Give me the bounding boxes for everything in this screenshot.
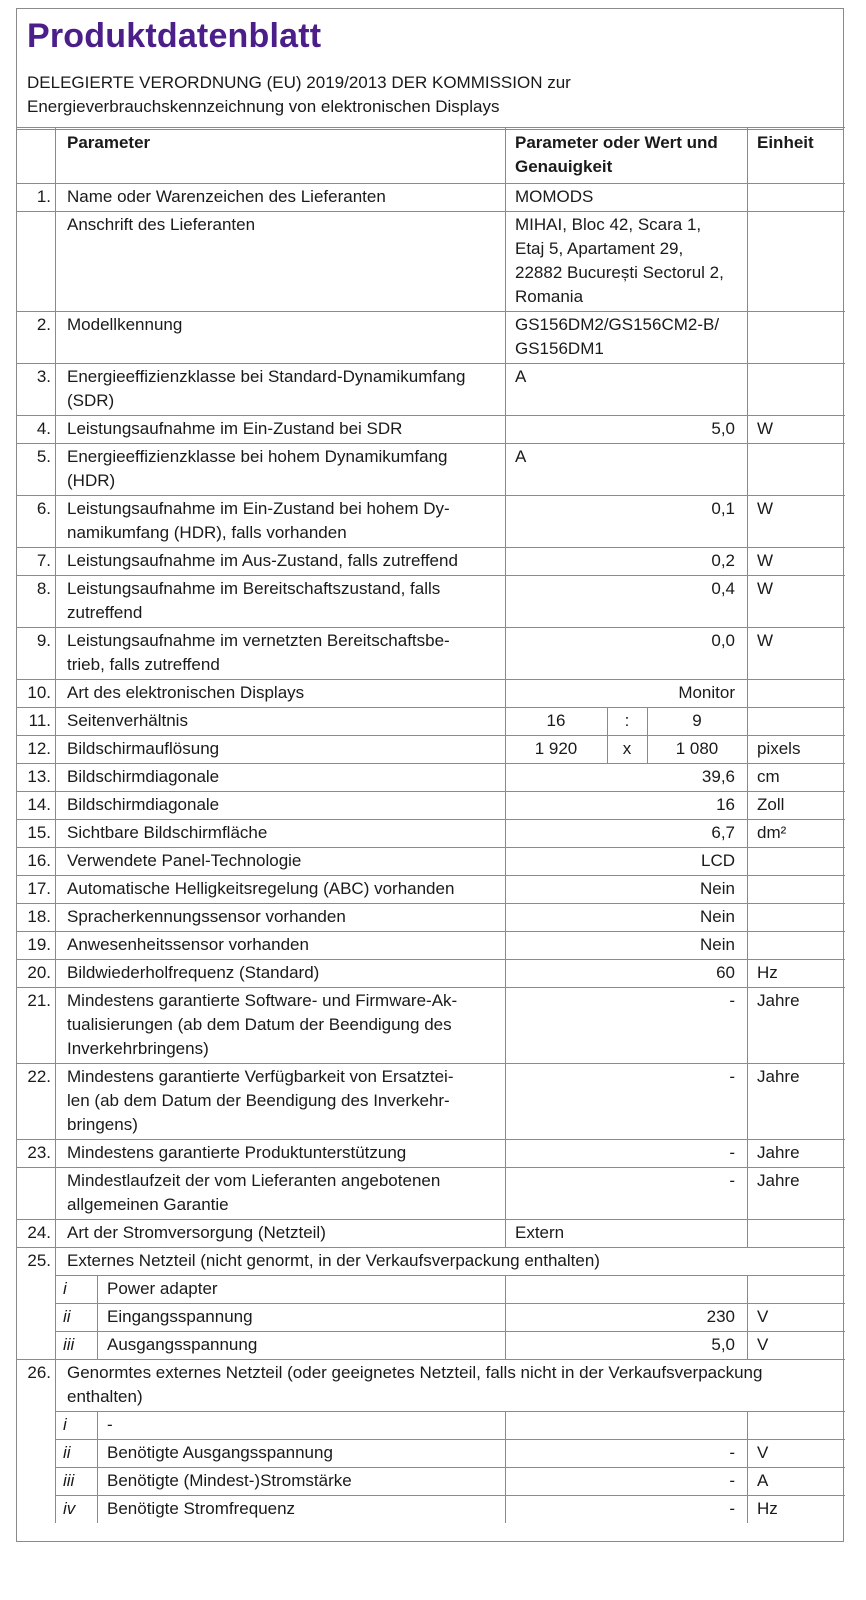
row-divider: [17, 819, 845, 820]
column-divider: [505, 211, 506, 311]
parameter-label: Benötigte (Mindest-)Stromstärke: [107, 1471, 352, 1490]
row-subindex: ii: [63, 1443, 71, 1462]
row-number: 17.: [27, 879, 51, 898]
column-divider: [55, 791, 56, 819]
row-number: 10.: [27, 683, 51, 702]
value-b: 9: [692, 711, 702, 730]
column-divider: [55, 127, 56, 183]
row-number: 26.: [27, 1363, 51, 1382]
row-divider: [17, 1139, 845, 1140]
row-divider: [17, 1359, 845, 1360]
parameter-label: Anwesenheitssensor vorhanden: [67, 935, 309, 954]
column-divider: [747, 627, 748, 679]
row-number: 20.: [27, 963, 51, 982]
row-divider: [17, 735, 845, 736]
parameter-label: Benötigte Stromfrequenz: [107, 1499, 296, 1518]
parameter-value: Nein: [700, 879, 735, 898]
row-divider: [17, 1063, 845, 1064]
row-divider: [17, 575, 845, 576]
parameter-label: Bildschirmdiagonale: [67, 767, 220, 786]
unit-value: W: [757, 419, 774, 438]
row-divider: [17, 495, 845, 496]
row-number: 15.: [27, 823, 51, 842]
row-number: 3.: [36, 367, 51, 386]
column-divider: [55, 847, 56, 875]
parameter-value: Monitor: [678, 683, 735, 702]
column-divider: [55, 1063, 56, 1139]
parameter-value: 0,1: [711, 499, 735, 518]
column-divider: [505, 819, 506, 847]
column-divider: [747, 1331, 748, 1359]
row-divider: [17, 1167, 845, 1168]
column-divider: [747, 959, 748, 987]
parameter-value: 16: [716, 795, 735, 814]
column-divider: [747, 931, 748, 959]
column-divider: [747, 211, 748, 311]
unit-value: Jahre: [757, 1067, 800, 1086]
column-divider: [747, 1411, 748, 1439]
parameter-label: zutreffend: [67, 603, 143, 622]
datasheet-table: [17, 9, 845, 1543]
column-divider: [505, 495, 506, 547]
parameter-value: -: [729, 1443, 735, 1462]
unit-value: V: [757, 1335, 769, 1354]
parameter-label: Mindestens garantierte Software- und Firmware-Ak-: [67, 991, 458, 1010]
unit-value: pixels: [757, 739, 801, 758]
column-divider: [747, 679, 748, 707]
parameter-label: Eingangsspannung: [107, 1307, 253, 1326]
column-divider: [505, 959, 506, 987]
parameter-label: Name oder Warenzeichen des Lieferanten: [67, 187, 386, 206]
parameter-label: Leistungsaufnahme im Aus-Zustand, falls zutreffend: [67, 551, 458, 570]
column-divider: [97, 1439, 98, 1467]
unit-value: Jahre: [757, 991, 800, 1010]
row-divider: [17, 211, 845, 212]
row-divider: [17, 127, 845, 128]
column-divider: [747, 791, 748, 819]
column-divider: [55, 311, 56, 363]
column-divider: [55, 679, 56, 707]
row-number: 25.: [27, 1251, 51, 1270]
column-divider: [505, 547, 506, 575]
parameter-label: Mindestens garantierte Produktunterstützung: [67, 1143, 407, 1162]
column-divider: [505, 1467, 506, 1495]
row-subindex: iii: [63, 1471, 75, 1490]
parameter-value: Extern: [515, 1223, 565, 1242]
row-divider: [55, 1467, 845, 1468]
unit-value: Jahre: [757, 1143, 800, 1162]
row-number: 7.: [36, 551, 51, 570]
parameter-label: (SDR): [67, 391, 115, 410]
column-divider: [505, 791, 506, 819]
row-divider: [17, 763, 845, 764]
column-divider: [505, 1139, 506, 1167]
value-a: 16: [546, 711, 566, 730]
parameter-value: 5,0: [711, 1335, 735, 1354]
header-parameter: Parameter: [67, 133, 151, 152]
parameter-value: GS156DM1: [515, 339, 604, 358]
parameter-label: Seitenverhältnis: [67, 711, 188, 730]
column-divider: [55, 183, 56, 211]
parameter-label: Automatische Helligkeitsregelung (ABC) vorhanden: [67, 879, 455, 898]
unit-value: W: [757, 551, 774, 570]
parameter-label: Verwendete Panel-Technologie: [67, 851, 302, 870]
row-divider: [17, 1219, 845, 1220]
column-divider: [747, 763, 748, 791]
column-divider: [55, 959, 56, 987]
column-divider: [55, 1439, 56, 1467]
column-divider: [505, 931, 506, 959]
row-divider: [17, 311, 845, 312]
parameter-label: Mindestens garantierte Verfügbarkeit von Ersatztei-: [67, 1067, 454, 1086]
row-divider: [17, 627, 845, 628]
row-number: 11.: [28, 711, 51, 730]
parameter-label: Bildschirmauflösung: [67, 739, 220, 758]
parameter-value: MIHAI, Bloc 42, Scara 1,: [515, 215, 702, 234]
column-divider: [55, 931, 56, 959]
column-divider: [747, 127, 748, 183]
unit-value: V: [757, 1307, 769, 1326]
parameter-label: len (ab dem Datum der Beendigung des Inverkehr-: [67, 1091, 450, 1110]
row-number: 23.: [27, 1143, 51, 1162]
parameter-value: -: [729, 1499, 735, 1518]
column-divider: [55, 1303, 56, 1331]
column-divider: [505, 735, 506, 763]
column-divider: [647, 735, 648, 763]
row-subindex: ii: [63, 1307, 71, 1326]
column-divider: [55, 903, 56, 931]
column-divider: [505, 1411, 506, 1439]
header-value: Genauigkeit: [515, 157, 613, 176]
parameter-value: A: [515, 447, 527, 466]
parameter-label: Leistungsaufnahme im Bereitschaftszustand, falls: [67, 579, 441, 598]
column-divider: [55, 363, 56, 415]
row-number: 1.: [36, 187, 51, 206]
parameter-label: Anschrift des Lieferanten: [67, 215, 256, 234]
column-divider: [55, 819, 56, 847]
column-divider: [747, 903, 748, 931]
column-divider: [505, 1439, 506, 1467]
row-divider: [17, 443, 845, 444]
column-divider: [747, 363, 748, 415]
parameter-value: 0,0: [711, 631, 735, 650]
row-number: 9.: [36, 631, 51, 650]
column-divider: [505, 1495, 506, 1523]
header-value: Parameter oder Wert und: [515, 133, 718, 152]
column-divider: [55, 987, 56, 1063]
row-divider: [17, 183, 845, 184]
parameter-value: 22882 București Sectorul 2,: [515, 263, 724, 282]
row-divider: [17, 1247, 845, 1248]
parameter-label: Art der Stromversorgung (Netzteil): [67, 1223, 326, 1242]
parameter-value: Romania: [515, 287, 584, 306]
header-unit: Einheit: [757, 133, 814, 152]
row-number: 4.: [36, 419, 51, 438]
column-divider: [55, 1359, 56, 1411]
parameter-value: -: [729, 991, 735, 1010]
column-divider: [747, 1167, 748, 1219]
parameter-value: MOMODS: [515, 187, 594, 206]
parameter-label: Energieeffizienzklasse bei Standard-Dynamikumfang: [67, 367, 466, 386]
column-divider: [747, 875, 748, 903]
unit-value: W: [757, 499, 774, 518]
column-divider: [55, 1411, 56, 1439]
column-divider: [55, 627, 56, 679]
unit-value: Hz: [757, 1499, 778, 1518]
row-divider: [17, 959, 845, 960]
column-divider: [607, 707, 608, 735]
row-number: 16.: [27, 851, 51, 870]
parameter-value: Nein: [700, 907, 735, 926]
column-divider: [747, 1063, 748, 1139]
column-divider: [55, 575, 56, 627]
unit-value: W: [757, 631, 774, 650]
parameter-label: allgemeinen Garantie: [67, 1195, 229, 1214]
column-divider: [55, 875, 56, 903]
parameter-label: Leistungsaufnahme im Ein-Zustand bei hohem Dy-: [67, 499, 450, 518]
unit-value: Zoll: [757, 795, 785, 814]
column-divider: [55, 547, 56, 575]
column-divider: [505, 127, 506, 183]
column-divider: [505, 847, 506, 875]
row-number: 8.: [36, 579, 51, 598]
row-subindex: iv: [63, 1499, 76, 1518]
column-divider: [505, 1219, 506, 1247]
column-divider: [97, 1331, 98, 1359]
parameter-value: GS156DM2/GS156CM2-B/: [515, 315, 720, 334]
column-divider: [505, 415, 506, 443]
column-divider: [747, 495, 748, 547]
column-divider: [55, 735, 56, 763]
column-divider: [505, 875, 506, 903]
row-subindex: i: [63, 1279, 67, 1298]
column-divider: [55, 1467, 56, 1495]
column-divider: [55, 495, 56, 547]
column-divider: [747, 1139, 748, 1167]
parameter-value: -: [729, 1171, 735, 1190]
row-number: 24.: [27, 1223, 51, 1242]
row-number: 5.: [36, 447, 51, 466]
unit-value: V: [757, 1443, 769, 1462]
value-b: 1 080: [675, 739, 719, 758]
parameter-value: 230: [706, 1307, 735, 1326]
row-number: 14.: [27, 795, 51, 814]
column-divider: [505, 363, 506, 415]
unit-value: dm²: [757, 823, 787, 842]
parameter-label: trieb, falls zutreffend: [67, 655, 220, 674]
column-divider: [505, 311, 506, 363]
column-divider: [747, 547, 748, 575]
parameter-label: Inverkehrbringens): [67, 1039, 209, 1058]
column-divider: [747, 987, 748, 1063]
parameter-value: Nein: [700, 935, 735, 954]
column-divider: [747, 1495, 748, 1523]
column-divider: [747, 311, 748, 363]
parameter-label: Leistungsaufnahme im vernetzten Bereitschaftsbe-: [67, 631, 450, 650]
column-divider: [747, 1439, 748, 1467]
parameter-value: LCD: [700, 851, 735, 870]
column-divider: [647, 707, 648, 735]
parameter-label: Bildwiederholfrequenz (Standard): [67, 963, 320, 982]
subtitle-line: Energieverbrauchskennzeichnung von elektronischen Displays: [27, 97, 500, 116]
parameter-label: Sichtbare Bildschirmfläche: [67, 823, 268, 842]
parameter-label: Art des elektronischen Displays: [67, 683, 305, 702]
parameter-value: -: [729, 1143, 735, 1162]
parameter-label: Externes Netzteil (nicht genormt, in der Verkaufsverpackung enthalten): [67, 1251, 600, 1270]
parameter-label: tualisierungen (ab dem Datum der Beendigung des: [67, 1015, 452, 1034]
column-divider: [505, 679, 506, 707]
column-divider: [747, 1303, 748, 1331]
row-number: 12.: [27, 739, 51, 758]
parameter-value: 0,4: [711, 579, 735, 598]
parameter-value: -: [729, 1471, 735, 1490]
unit-value: cm: [757, 767, 780, 786]
row-divider: [55, 1411, 845, 1412]
unit-value: A: [757, 1471, 769, 1490]
column-divider: [55, 443, 56, 495]
column-divider: [747, 415, 748, 443]
unit-value: W: [757, 579, 774, 598]
column-divider: [97, 1275, 98, 1303]
column-divider: [55, 1139, 56, 1167]
row-divider: [17, 547, 845, 548]
column-divider: [505, 763, 506, 791]
row-divider: [55, 1495, 845, 1496]
parameter-value: 0,2: [711, 551, 735, 570]
parameter-label: -: [107, 1415, 113, 1434]
row-divider: [17, 707, 845, 708]
column-divider: [505, 627, 506, 679]
parameter-label: Spracherkennungssensor vorhanden: [67, 907, 346, 926]
column-divider: [55, 763, 56, 791]
column-divider: [505, 443, 506, 495]
row-subindex: i: [63, 1415, 67, 1434]
column-divider: [55, 1275, 56, 1303]
parameter-value: -: [729, 1067, 735, 1086]
column-divider: [505, 987, 506, 1063]
column-divider: [55, 1219, 56, 1247]
parameter-label: Power adapter: [107, 1279, 218, 1298]
column-divider: [505, 1063, 506, 1139]
parameter-value: 6,7: [711, 823, 735, 842]
column-divider: [55, 707, 56, 735]
parameter-label: Benötigte Ausgangsspannung: [107, 1443, 333, 1462]
row-divider: [55, 1275, 845, 1276]
column-divider: [97, 1303, 98, 1331]
parameter-value: 39,6: [701, 767, 735, 786]
column-divider: [747, 847, 748, 875]
row-number: 2.: [36, 315, 51, 334]
column-divider: [747, 707, 748, 735]
row-divider: [55, 1439, 845, 1440]
row-number: 21.: [27, 991, 51, 1010]
column-divider: [747, 1467, 748, 1495]
parameter-label: Energieeffizienzklasse bei hohem Dynamikumfang: [67, 447, 448, 466]
row-divider: [17, 987, 845, 988]
row-divider: [17, 875, 845, 876]
column-divider: [55, 1167, 56, 1219]
row-divider: [17, 679, 845, 680]
parameter-label: Bildschirmdiagonale: [67, 795, 220, 814]
unit-value: Jahre: [757, 1171, 800, 1190]
parameter-label: namikumfang (HDR), falls vorhanden: [67, 523, 347, 542]
row-number: 18.: [27, 907, 51, 926]
column-divider: [55, 1247, 56, 1275]
column-divider: [505, 1275, 506, 1303]
column-divider: [747, 735, 748, 763]
column-divider: [505, 903, 506, 931]
column-divider: [97, 1495, 98, 1523]
column-divider: [505, 1331, 506, 1359]
column-divider: [747, 443, 748, 495]
row-divider: [17, 847, 845, 848]
unit-value: Hz: [757, 963, 778, 982]
parameter-label: enthalten): [67, 1387, 143, 1406]
parameter-label: Modellkennung: [67, 315, 183, 334]
parameter-label: (HDR): [67, 471, 116, 490]
row-subindex: iii: [63, 1335, 75, 1354]
row-number: 22.: [27, 1067, 51, 1086]
row-number: 19.: [27, 935, 51, 954]
column-divider: [747, 575, 748, 627]
column-divider: [97, 1467, 98, 1495]
parameter-label: bringens): [67, 1115, 138, 1134]
parameter-value: 5,0: [711, 419, 735, 438]
value-a: 1 920: [534, 739, 578, 758]
parameter-label: Mindestlaufzeit der vom Lieferanten angebotenen: [67, 1171, 441, 1190]
parameter-value: Etaj 5, Apartament 29,: [515, 239, 684, 258]
product-datasheet: [16, 8, 844, 1542]
parameter-value: 60: [716, 963, 735, 982]
document-title: Produktdatenblatt: [27, 17, 322, 55]
column-divider: [505, 1303, 506, 1331]
row-divider: [55, 1331, 845, 1332]
row-divider: [55, 1303, 845, 1304]
parameter-value: A: [515, 367, 527, 386]
column-divider: [747, 1275, 748, 1303]
column-divider: [505, 707, 506, 735]
row-number: 13.: [27, 767, 51, 786]
subtitle-line: DELEGIERTE VERORDNUNG (EU) 2019/2013 DER KOMMISSION zur: [27, 73, 571, 92]
value-separator: :: [624, 711, 630, 730]
column-divider: [97, 1411, 98, 1439]
row-number: 6.: [36, 499, 51, 518]
row-divider: [17, 903, 845, 904]
row-divider: [17, 791, 845, 792]
parameter-label: Ausgangsspannung: [107, 1335, 258, 1354]
column-divider: [505, 183, 506, 211]
parameter-label: Leistungsaufnahme im Ein-Zustand bei SDR: [67, 419, 403, 438]
column-divider: [55, 1331, 56, 1359]
value-separator: x: [622, 739, 632, 758]
column-divider: [55, 211, 56, 311]
column-divider: [505, 575, 506, 627]
column-divider: [55, 415, 56, 443]
column-divider: [747, 1219, 748, 1247]
parameter-label: Genormtes externes Netzteil (oder geeignetes Netzteil, falls nicht in der Verkaufsverpackung: [67, 1363, 763, 1382]
column-divider: [607, 735, 608, 763]
row-divider: [17, 363, 845, 364]
column-divider: [55, 1495, 56, 1523]
column-divider: [747, 183, 748, 211]
row-divider: [17, 931, 845, 932]
column-divider: [505, 1167, 506, 1219]
row-divider: [17, 415, 845, 416]
column-divider: [747, 819, 748, 847]
